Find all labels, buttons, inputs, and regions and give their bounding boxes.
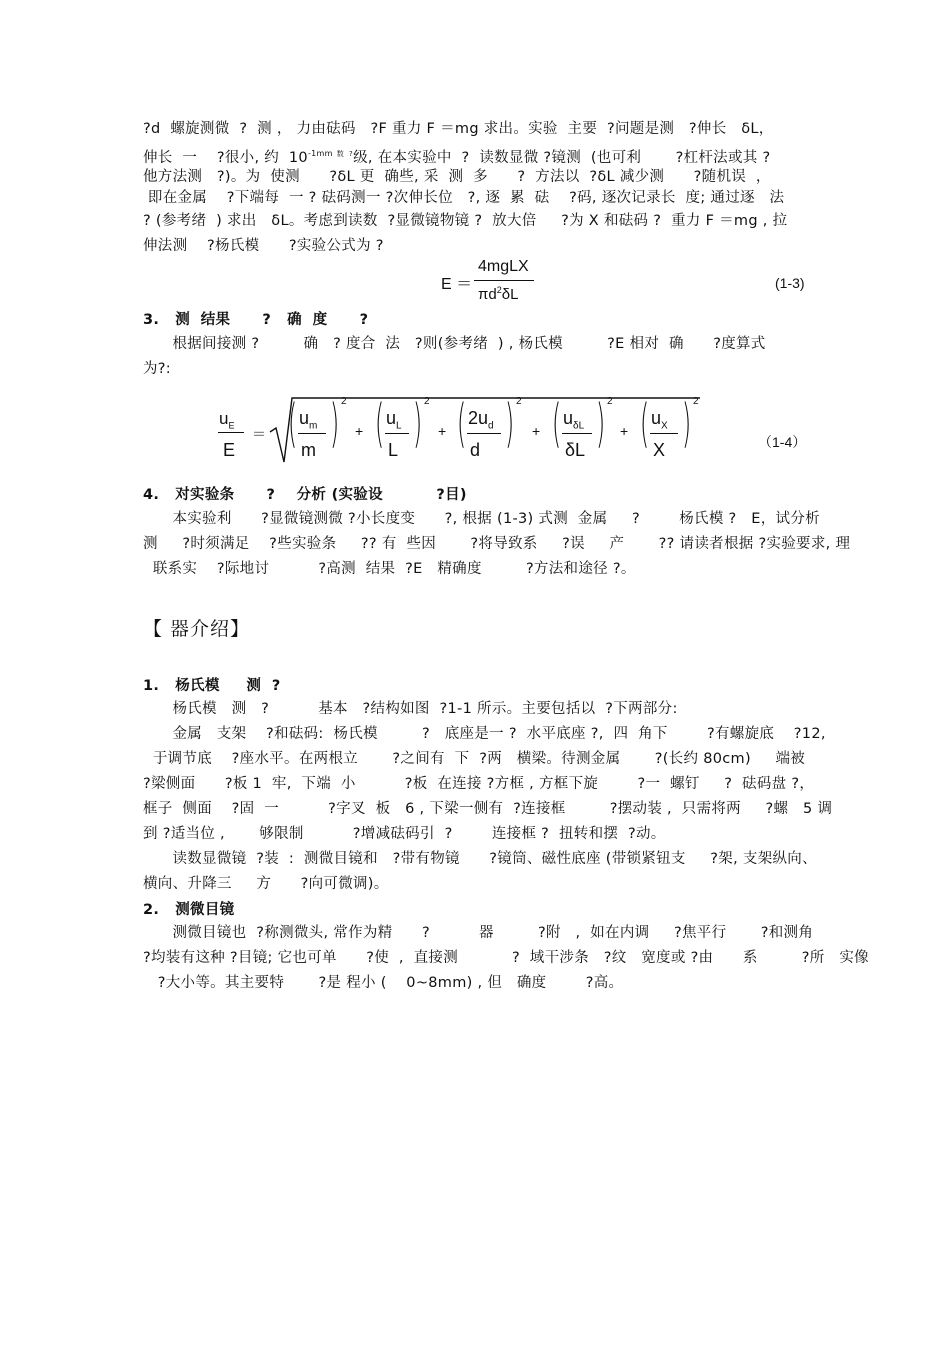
equation-number: (1-3)	[775, 275, 805, 291]
fraction-bar	[562, 433, 592, 434]
u-symbol: u	[386, 408, 397, 428]
text-line: ?d 螺旋测微 ? 测 ， 力由砝码 ?F 重力 F ＝mg 求出。实验 主要 ?问题是测 ?伸长 δL，	[143, 121, 774, 137]
subscript: d	[488, 420, 494, 432]
text-line: 即在金属 ?下端每 一 ? 砝码测一 ?次伸长位 ?, 逐 累 砝 ?码, 逐次记录长 度; 通过逐 法	[143, 190, 785, 206]
eq-numerator: 4mgLX	[478, 258, 529, 275]
right-paren: )	[596, 394, 606, 454]
plus-sign: +	[532, 423, 541, 439]
superscript: 数 ?	[336, 150, 354, 158]
den-dl: δL	[501, 286, 519, 303]
text-line: 杨氏模 测 ? 基本 ?结构如图 ?1-1 所示。主要包括以 ?下两部分:	[143, 701, 678, 717]
term-denominator: m	[301, 440, 316, 460]
term-denominator: d	[470, 440, 481, 460]
u-symbol: 2u	[468, 408, 489, 428]
text-line: ?大小等。其主要特 ?是 程小 ( 0~8mm) , 但 确度 ?高。	[143, 975, 624, 991]
den-d: d	[488, 286, 497, 303]
equals-sign: ＝	[252, 426, 266, 442]
right-paren: )	[330, 394, 340, 454]
exponent: 2	[341, 396, 347, 407]
text-line: 为?:	[143, 361, 171, 377]
text-line: ?梁侧面 ?板 1 牢, 下端 小 ?板 在连接 ?方框 , 方框下旋 ?一 螺钉 ? 砝码盘 ?，	[143, 776, 815, 792]
text-line: 于调节底 ?座水平。在两根立 ?之间有 下 ?两 横梁。待测金属 ?(长约 80cm) 端被	[143, 751, 806, 767]
text-line: 金属 支架 ?和砝码: 杨氏模 ? 底座是一 ? 水平底座 ?, 四 角下 ?有螺旋底 ?12,	[143, 726, 826, 742]
subscript: E	[228, 420, 235, 431]
left-paren: (	[640, 394, 650, 454]
left-paren: (	[457, 394, 467, 454]
pi-symbol: π	[478, 286, 489, 303]
left-paren: (	[375, 394, 385, 454]
right-paren: )	[682, 394, 692, 454]
right-paren: )	[505, 394, 515, 454]
term-numerator	[563, 408, 584, 432]
subsection-heading: 2. 测微目镜	[143, 902, 235, 918]
text-line: 根据间接测 ? 确 ? 度合 法 ?则(参考绪 ) , 杨氏模 ?E 相对 确 ?度算式	[143, 336, 766, 352]
subscript: L	[396, 420, 402, 432]
text-line: 横向、升降三 方 ?向可微调)。	[143, 876, 389, 892]
plus-sign: +	[355, 423, 364, 439]
right-paren: )	[413, 394, 423, 454]
text-line: 联系实 ?际地讨 ?高测 结果 ?E 精确度 ?方法和途径 ?。	[143, 561, 636, 577]
term-denominator: δL	[565, 440, 586, 460]
text-fragment: 级, 在本实验中 ? 读数显微 ?镜测 (也可利 ?杠杆法或其 ?	[353, 149, 771, 166]
text-line: ?均装有这种 ?目镜; 它也可单 ?使 , 直接测 ? 域干涉条 ?纹 宽度或 ?由 系 ?所 实像	[143, 950, 869, 966]
fraction-bar	[650, 433, 678, 434]
text-line: 本实验利 ?显微镜测微 ?小长度变 ?, 根据 (1-3) 式测 金属 ? 杨氏模 ? E，试分析	[143, 511, 820, 527]
text-fragment: 伸长 一 ?很小, 约 10	[143, 149, 308, 166]
text-line: 读数显微镜 ?装 : 测微目镜和 ?带有物镜 ?镜筒、磁性底座 (带锁紧钮支 ?架, 支架纵向、	[143, 851, 817, 867]
exponent: 2	[607, 396, 613, 407]
exponent: 2	[516, 396, 522, 407]
plus-sign: +	[620, 423, 629, 439]
section-title: 【 器介绍】	[143, 618, 251, 640]
text-line: ? (参考绪 ) 求出 δL。考虑到读数 ?显微镜物镜 ? 放大倍 ?为 X 和砝码 ? 重力 F ＝mg , 拉	[143, 213, 788, 229]
exponent: 2	[424, 396, 430, 407]
text-line: 伸法测 ?杨氏模 ?实验公式为 ?	[143, 238, 384, 254]
text-line: 测微目镜也 ?称测微头, 常作为精 ? 器 ?附 , 如在内调 ?焦平行 ?和测角	[143, 925, 814, 941]
subscript: δL	[573, 420, 585, 432]
section-heading: 4. 对实验条 ? 分析 (实验设 ?目)	[143, 487, 467, 503]
u-symbol: u	[219, 409, 229, 428]
equation-number: （1-4）	[758, 434, 807, 450]
fraction-bar	[385, 433, 409, 434]
exponent: 2	[693, 396, 699, 407]
term-denominator: X	[653, 440, 666, 460]
plus-sign: +	[438, 423, 447, 439]
text-line: 他方法测 ?)。为 使测 ?δL 更 确些, 采 测 多 ? 方法以 ?δL 减少测 ?随机误 ，	[143, 169, 771, 185]
u-symbol: u	[299, 408, 310, 428]
subscript: X	[661, 420, 668, 432]
term-denominator: L	[388, 440, 399, 460]
text-line: 框子 侧面 ?固 一 ?字叉 板 6 , 下梁一侧有 ?连接框 ?摆动装 , 只需将两 ?螺 5 调	[143, 801, 833, 817]
term-numerator	[299, 408, 317, 432]
term-numerator	[651, 408, 668, 432]
section-heading: 3. 测 结果 ? 确 度 ?	[143, 312, 369, 328]
subscript: m	[309, 420, 318, 432]
term-numerator	[468, 408, 494, 432]
text-line: 测 ?时须满足 ?些实验条 ?? 有 些因 ?将导致系 ?误 产 ?? 请读者根据 ?实验要求, 理	[143, 536, 851, 552]
u-symbol: u	[563, 408, 574, 428]
superscript: -1mm	[307, 149, 333, 158]
eq-lhs-denominator: E	[223, 440, 236, 460]
exponent: 2	[496, 285, 502, 295]
fraction-bar	[298, 433, 326, 434]
subsection-heading: 1. 杨氏模 测 ?	[143, 678, 281, 694]
eq-lhs: E ＝	[441, 276, 473, 293]
u-symbol: u	[651, 408, 662, 428]
left-paren: (	[288, 394, 298, 454]
fraction-bar	[467, 433, 501, 434]
term-numerator	[386, 408, 402, 432]
text-line: 到 ?适当位 , 够限制 ?增减砝码引 ? 连接框 ? 扭转和摆 ?动。	[143, 826, 666, 842]
left-paren: (	[552, 394, 562, 454]
